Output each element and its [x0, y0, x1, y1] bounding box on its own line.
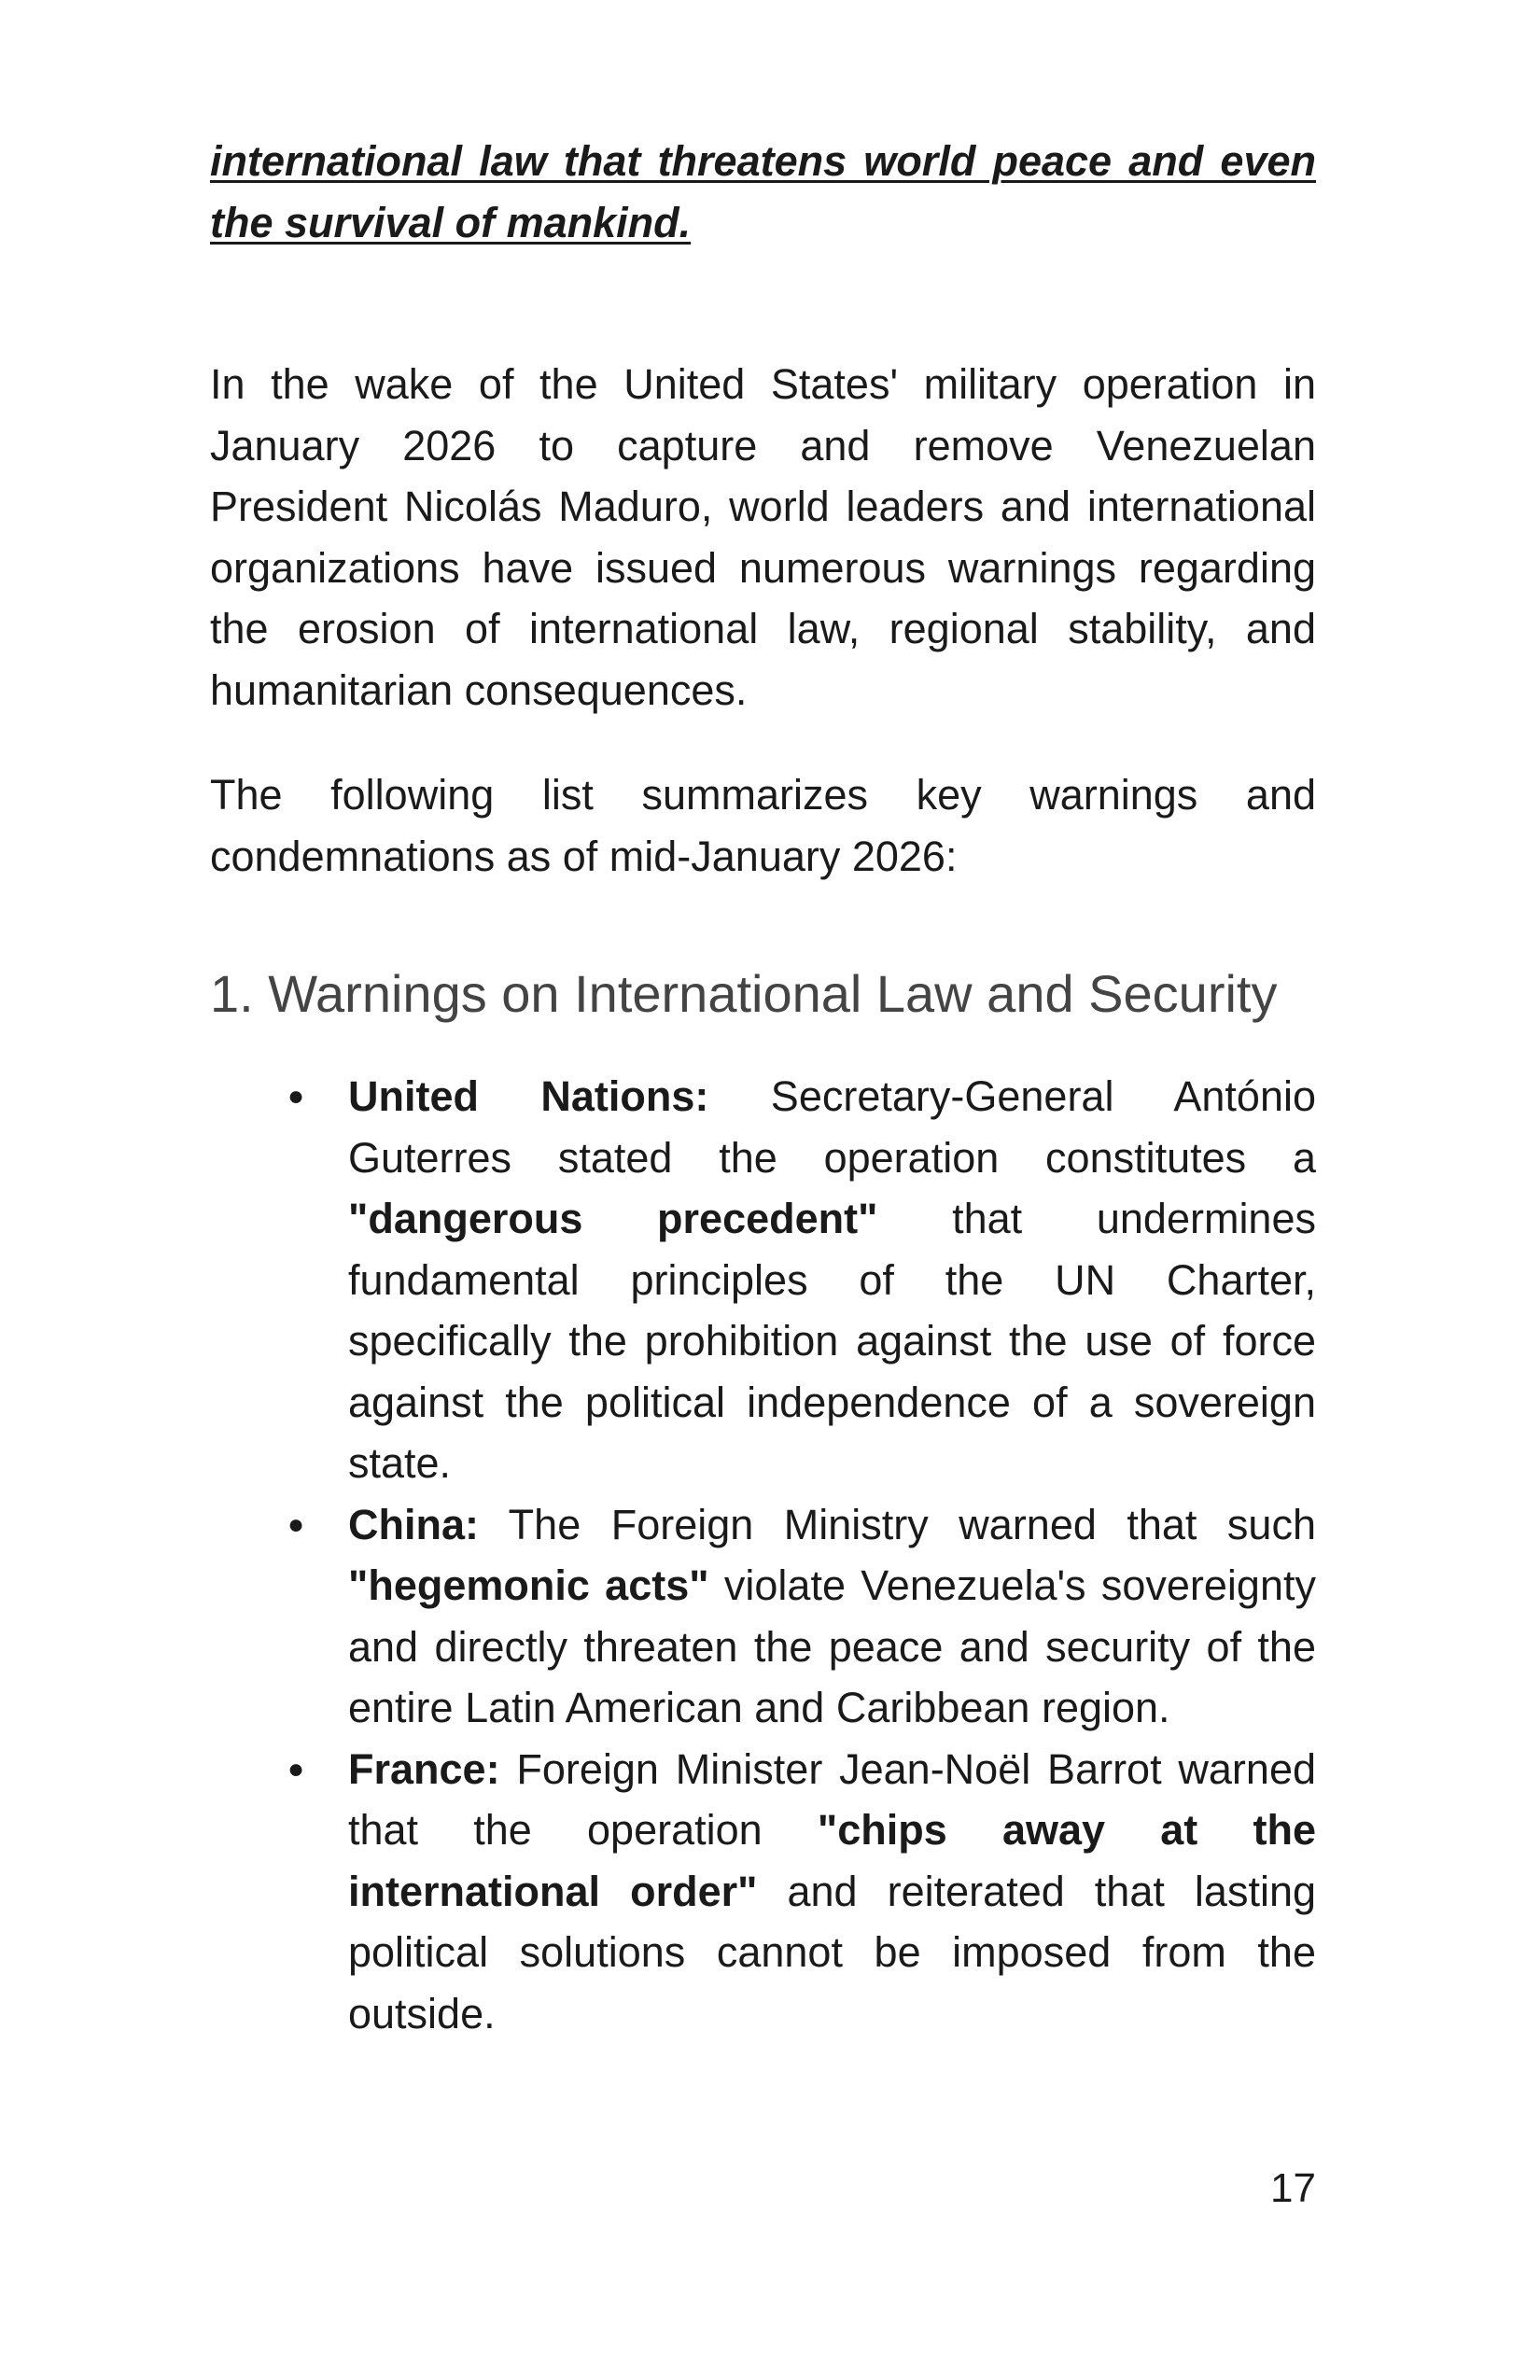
section-heading: 1. Warnings on International Law and Security: [210, 964, 1278, 1023]
warning-quote: "chips away at the international order": [348, 1806, 1316, 1915]
warning-quote: "dangerous precedent": [348, 1195, 878, 1242]
list-item-united-nations: [210, 1066, 1316, 1494]
warning-text: The Foreign Ministry warned that such: [479, 1500, 1316, 1548]
warning-label: United Nations:: [348, 1072, 709, 1120]
bullet-icon: ●: [287, 1508, 305, 1540]
document-page: [210, 131, 1316, 2044]
warning-text: Secretary-General António Guterres stated the operation constitutes a: [348, 1072, 1316, 1182]
warning-text: that undermines fundamental principles of the UN Charter, specifically the prohibition against the use of force against the political independence of a sovereign state.: [348, 1195, 1316, 1487]
warning-text: violate Venezuela's sovereignty and directly threaten the peace and security of the entire Latin American and Caribbean region.: [348, 1561, 1316, 1731]
warning-label: China:: [348, 1500, 479, 1548]
lead-text: international law that threatens world peace and even the survival of mankind.: [210, 137, 1316, 246]
warning-label: France:: [348, 1744, 500, 1793]
warnings-list: [210, 1066, 1316, 2044]
bullet-icon: ●: [287, 1753, 305, 1785]
warning-quote: "hegemonic acts": [348, 1561, 709, 1609]
bullet-icon: ●: [287, 1081, 305, 1112]
warning-text: and reiterated that lasting political solutions cannot be imposed from the outside.: [348, 1867, 1317, 2037]
summary-paragraph: The following list summarizes key warnings and condemnations as of mid-January 2026:: [210, 771, 1316, 880]
list-item-china: [210, 1494, 1316, 1739]
page-number: 17: [1270, 2165, 1316, 2211]
list-item-france: [210, 1739, 1316, 2045]
warning-text: Foreign Minister Jean-Noël Barrot warned that the operation: [348, 1744, 1316, 1854]
intro-paragraph: In the wake of the United States' military operation in January 2026 to capture and remove Venezuelan President Nicolás Maduro, world leaders and international organizations have issued numerous warnings regarding the erosion of international law, regional stability, and humanitarian consequences.: [210, 360, 1316, 714]
